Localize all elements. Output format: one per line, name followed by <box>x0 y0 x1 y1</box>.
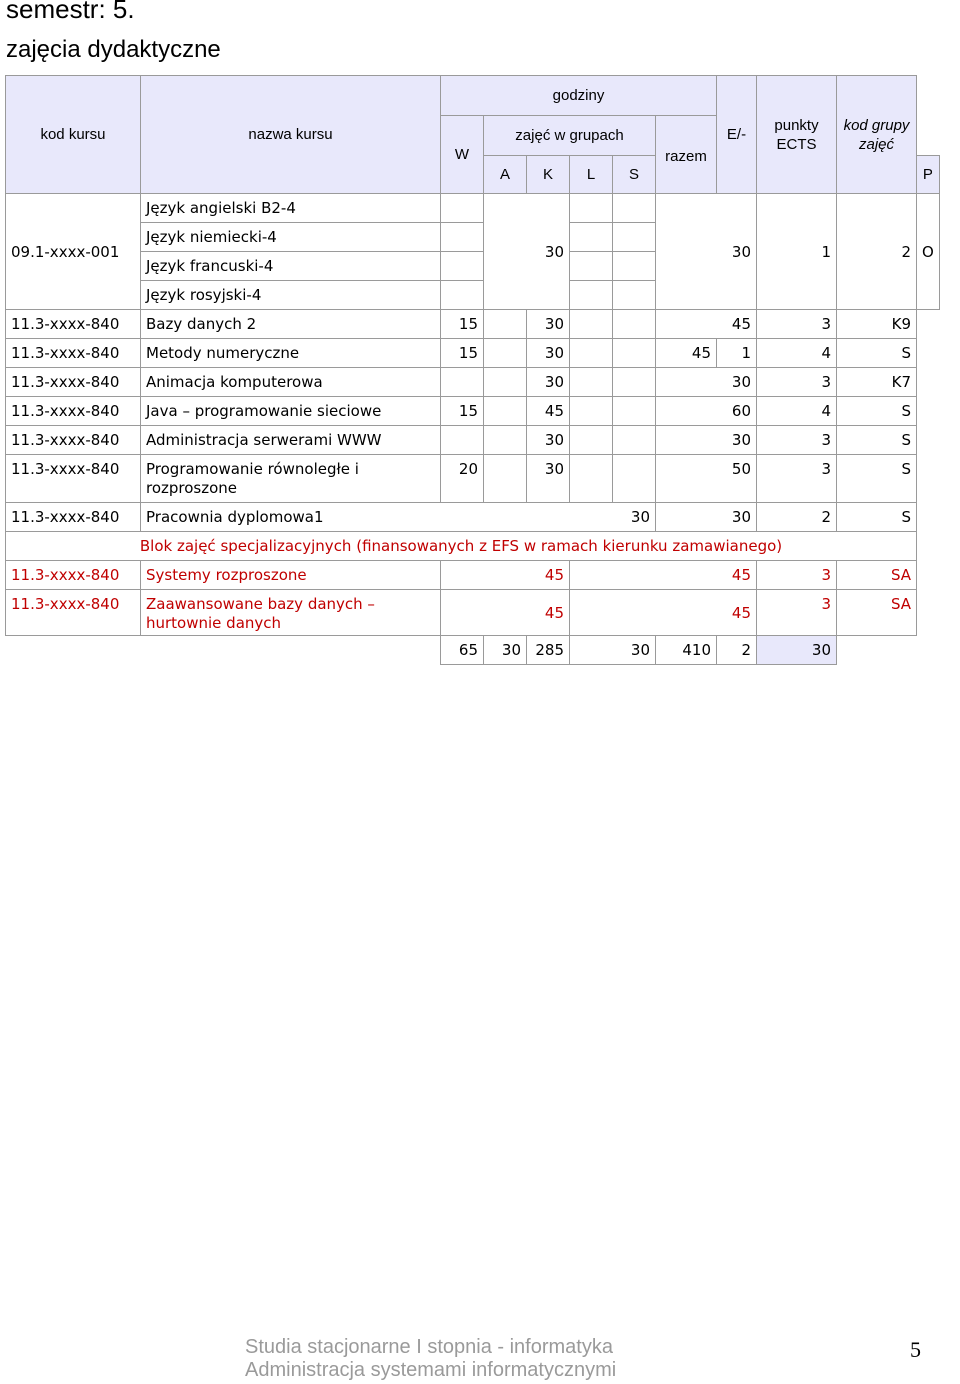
hours-w: 20 <box>441 455 484 503</box>
course-code: 11.3-xxxx-840 <box>6 368 141 397</box>
footer <box>245 1336 616 1382</box>
col-header-exam: E/- <box>717 76 757 194</box>
course-name: Java – programowanie sieciowe <box>141 397 441 426</box>
col-header-hours: godziny <box>441 76 717 116</box>
semester-title: semestr: 5. <box>6 0 135 24</box>
total-l: 285 <box>527 636 570 665</box>
table-row <box>6 310 940 339</box>
course-code: 11.3-xxxx-840 <box>6 339 141 368</box>
table-row <box>6 426 940 455</box>
total-w: 65 <box>441 636 484 665</box>
hours-p: 30 <box>613 503 656 532</box>
ects: 3 <box>757 561 837 590</box>
exam: 1 <box>717 339 757 368</box>
footer-line-2: Administracja systemami informatycznymi <box>245 1359 617 1381</box>
lang-ects: 2 <box>837 194 917 310</box>
lang-group: O <box>917 194 940 310</box>
hours-total: 45 <box>656 310 757 339</box>
hours-w: 15 <box>441 310 484 339</box>
col-header-ects: punkty ECTS <box>757 76 837 194</box>
hours-total: 45 <box>656 590 757 636</box>
group-code: SA <box>837 561 917 590</box>
table-row <box>6 590 940 636</box>
lang-exam: 1 <box>757 194 837 310</box>
hours-l: 30 <box>527 368 570 397</box>
table-row <box>6 455 940 503</box>
footer-line-1: Studia stacjonarne I stopnia - informatyka <box>245 1336 613 1358</box>
hours-total: 30 <box>656 503 757 532</box>
total-ects: 30 <box>757 636 837 665</box>
lang-k: 30 <box>484 194 570 310</box>
group-code: S <box>837 455 917 503</box>
course-name: Metody numeryczne <box>141 339 441 368</box>
course-code: 11.3-xxxx-840 <box>6 561 141 590</box>
col-header-l: L <box>570 156 613 194</box>
col-header-razem: razem <box>656 116 717 194</box>
page-number: 5 <box>910 1337 921 1362</box>
ects: 3 <box>757 590 837 636</box>
col-header-w: W <box>441 116 484 194</box>
course-code: 11.3-xxxx-840 <box>6 503 141 532</box>
course-name: Systemy rozproszone <box>141 561 441 590</box>
ects: 3 <box>757 310 837 339</box>
col-header-a: A <box>484 156 527 194</box>
hours-total: 60 <box>656 397 757 426</box>
ects: 4 <box>757 397 837 426</box>
group-code: S <box>837 397 917 426</box>
total-hours: 410 <box>656 636 717 665</box>
table-row <box>6 397 940 426</box>
hours-total: 45 <box>656 339 717 368</box>
hours-l: 30 <box>527 455 570 503</box>
ects: 3 <box>757 368 837 397</box>
group-code: S <box>837 503 917 532</box>
hours-l: 45 <box>527 590 570 636</box>
lang-name: Język francuski-4 <box>141 252 441 281</box>
totals-row <box>6 636 940 665</box>
total-exam: 2 <box>717 636 757 665</box>
hours-total: 45 <box>656 561 757 590</box>
course-code: 11.3-xxxx-840 <box>6 397 141 426</box>
col-header-name: nazwa kursu <box>141 76 441 194</box>
hours-total: 30 <box>656 426 757 455</box>
group-code: K7 <box>837 368 917 397</box>
table-row <box>6 561 940 590</box>
table-row <box>6 503 940 532</box>
total-k: 30 <box>484 636 527 665</box>
lang-name: Język rosyjski-4 <box>141 281 441 310</box>
hours-total: 50 <box>656 455 757 503</box>
course-name: Zaawansowane bazy danych – hurtownie danych <box>141 590 441 636</box>
group-code: S <box>837 426 917 455</box>
hours-w: 15 <box>441 397 484 426</box>
lang-name: Język angielski B2-4 <box>141 194 441 223</box>
hours-w: 15 <box>441 339 484 368</box>
lang-name: Język niemiecki-4 <box>141 223 441 252</box>
course-code: 11.3-xxxx-840 <box>6 455 141 503</box>
hours-l: 30 <box>527 310 570 339</box>
hours-total: 30 <box>656 368 757 397</box>
col-header-p: P <box>917 156 940 194</box>
lang-code: 09.1-xxxx-001 <box>6 194 141 310</box>
course-name: Programowanie równoległe i rozproszone <box>141 455 441 503</box>
group-code: SA <box>837 590 917 636</box>
section-title: zajęcia dydaktyczne <box>6 36 221 63</box>
lang-razem: 30 <box>656 194 757 310</box>
hours-l: 45 <box>527 561 570 590</box>
col-header-s: S <box>613 156 656 194</box>
course-name: Pracownia dyplomowa1 <box>141 503 613 532</box>
group-code: K9 <box>837 310 917 339</box>
ects: 3 <box>757 455 837 503</box>
course-name: Administracja serwerami WWW <box>141 426 441 455</box>
col-header-group: kod grupy zajęć <box>837 76 917 194</box>
total-p: 30 <box>570 636 656 665</box>
ects: 3 <box>757 426 837 455</box>
ects: 2 <box>757 503 837 532</box>
hours-l: 30 <box>527 426 570 455</box>
course-name: Bazy danych 2 <box>141 310 441 339</box>
block-title: Blok zajęć specjalizacyjnych (finansowanych z EFS w ramach kierunku zamawianego) <box>6 532 917 561</box>
hours-l: 30 <box>527 339 570 368</box>
col-header-k: K <box>527 156 570 194</box>
col-header-groups: zajęć w grupach <box>484 116 656 156</box>
courses-table <box>5 75 940 665</box>
course-code: 11.3-xxxx-840 <box>6 590 141 636</box>
group-code: S <box>837 339 917 368</box>
course-code: 11.3-xxxx-840 <box>6 426 141 455</box>
course-code: 11.3-xxxx-840 <box>6 310 141 339</box>
table-row <box>6 339 940 368</box>
ects: 4 <box>757 339 837 368</box>
table-row <box>6 368 940 397</box>
hours-l: 45 <box>527 397 570 426</box>
col-header-code: kod kursu <box>6 76 141 194</box>
course-name: Animacja komputerowa <box>141 368 441 397</box>
